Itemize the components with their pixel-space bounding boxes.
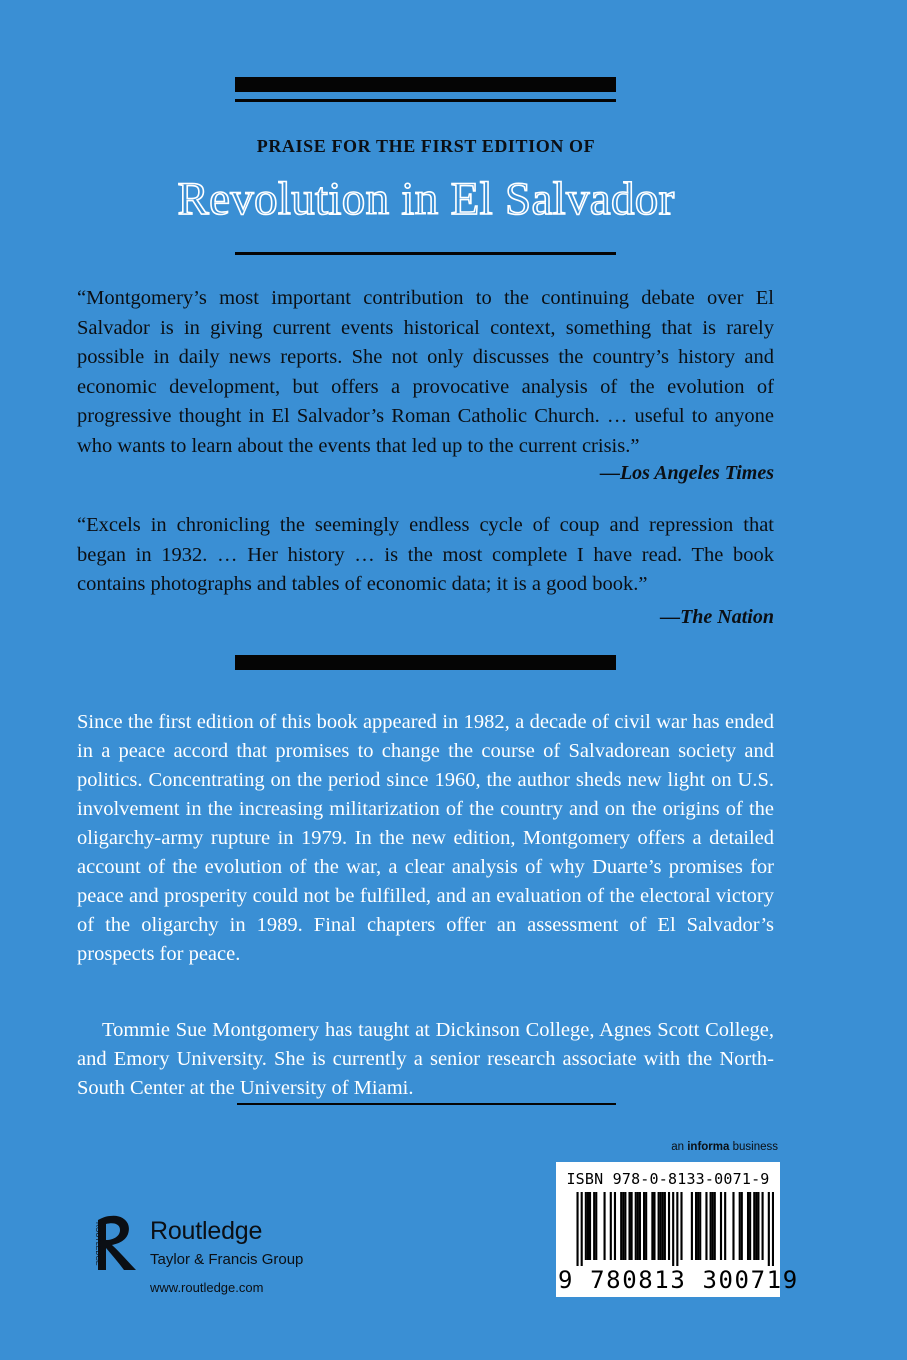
barcode-digits: 9 780813 300719 (558, 1266, 799, 1294)
barcode-bar (628, 1192, 630, 1260)
barcode-bar (639, 1192, 641, 1260)
barcode-bars (564, 1192, 774, 1266)
isbn-barcode (556, 1162, 799, 1297)
barcode-bar (762, 1192, 764, 1260)
barcode-bar (697, 1192, 699, 1260)
barcode-bar (637, 1192, 639, 1260)
barcode-bar (662, 1192, 664, 1260)
bottom-rule (237, 1103, 616, 1105)
barcode-bar (699, 1192, 701, 1260)
barcode-bar (658, 1192, 660, 1260)
barcode-bar (749, 1192, 751, 1260)
barcode-bar (672, 1192, 674, 1266)
barcode-bar (755, 1192, 757, 1260)
barcode-bar (741, 1192, 743, 1260)
barcode-bar (710, 1192, 712, 1260)
barcode-bar (614, 1192, 616, 1260)
routledge-logo-icon (94, 1212, 140, 1274)
barcode-bar (653, 1192, 655, 1260)
barcode-bar (635, 1192, 637, 1260)
routledge-vertical-text: ROUTLEDGE (94, 1222, 101, 1266)
barcode-bar (747, 1192, 749, 1260)
title-underline-rule (235, 252, 616, 255)
barcode-bar (757, 1192, 759, 1260)
barcode-bar (576, 1192, 578, 1266)
review-attribution-la-times: —Los Angeles Times (599, 462, 774, 484)
barcode-bar (589, 1192, 591, 1260)
barcode-bar (643, 1192, 645, 1260)
barcode-bar (676, 1192, 678, 1266)
review-attribution-the-nation: —The Nation (660, 606, 774, 628)
barcode-bar (593, 1192, 595, 1260)
isbn-label: ISBN 978-0-8133-0071-9 (566, 1170, 770, 1188)
top-thick-rule (235, 77, 616, 92)
barcode-bar (604, 1192, 606, 1260)
top-thin-rule (235, 99, 616, 102)
book-description: Since the first edition of this book appeared in 1982, a decade of civil war has ended in a peace accord that promises to change the course of Salvadorean society and politics. Concentrating on the period since 1960, the author sheds new light on U.S. involvement in the increasing militarization of the country and on the origins of the oligarchy-army rupture in 1979. In the new edition, Montgomery offers a detailed account of the evolution of the war, a clear analysis of why Duarte’s promises for peace and prosperity could not be fulfilled, and an evaluation of the electoral victory of the oligarchy in 1989. Final chapters offer an assessment of El Salvador’s prospects for peace. (77, 711, 774, 965)
barcode-bar (753, 1192, 755, 1260)
barcode-bar (724, 1192, 726, 1260)
barcode-bar (720, 1192, 722, 1260)
middle-thick-rule (235, 655, 616, 670)
barcode-bar (691, 1192, 693, 1260)
barcode-bar (645, 1192, 647, 1260)
barcode-bar (620, 1192, 622, 1260)
barcode-bar (768, 1192, 770, 1266)
barcode-bar (772, 1192, 774, 1266)
barcode-bar (631, 1192, 633, 1260)
barcode-bar (610, 1192, 612, 1260)
publisher-name: Routledge (150, 1217, 263, 1245)
praise-heading: PRAISE FOR THE FIRST EDITION OF (256, 136, 596, 156)
barcode-bar (668, 1192, 670, 1260)
barcode-bar (581, 1192, 583, 1266)
book-title: Revolution in El Salvador (177, 173, 675, 225)
barcode-bar (705, 1192, 707, 1260)
barcode-bar (622, 1192, 624, 1260)
barcode-bar (714, 1192, 716, 1260)
barcode-bar (587, 1192, 589, 1260)
barcode-bar (732, 1192, 734, 1260)
barcode-bar (660, 1192, 662, 1260)
barcode-bar (680, 1192, 682, 1260)
barcode-bar (595, 1192, 597, 1260)
barcode-bar (664, 1192, 666, 1260)
publisher-url: www.routledge.com (150, 1280, 264, 1295)
barcode-bar (624, 1192, 626, 1260)
barcode-bar (739, 1192, 741, 1260)
review-quote-la-times: “Montgomery’s most important contribution to the continuing debate over El Salvador is in giving current events historical context, something that is rarely possible in daily news reports. She not only discusses the country’s history and economic development, but offers a provocative analysis of the evolution of progressive thought in El Salvador’s Roman Catholic Church. … useful to anyone who wants to learn about the events that led up to the current crisis.” (77, 287, 774, 457)
publisher-group: Taylor & Francis Group (150, 1251, 304, 1268)
barcode-bar (695, 1192, 697, 1260)
author-bio: Tommie Sue Montgomery has taught at Dickinson College, Agnes Scott College, and Emory University. She is currently a senior research associate with the North-South Center at the University of Miami. (77, 1019, 774, 1099)
barcode-bar (712, 1192, 714, 1260)
informa-business-tagline: an informa business (671, 1141, 778, 1153)
barcode-bar (651, 1192, 653, 1260)
review-quote-the-nation: “Excels in chronicling the seemingly endless cycle of coup and repression that began in 1932. … Her history … is the most complete I have read. The book contains photographs and tables of economic data; it is a good book.” (77, 514, 774, 596)
barcode-bar (585, 1192, 587, 1260)
